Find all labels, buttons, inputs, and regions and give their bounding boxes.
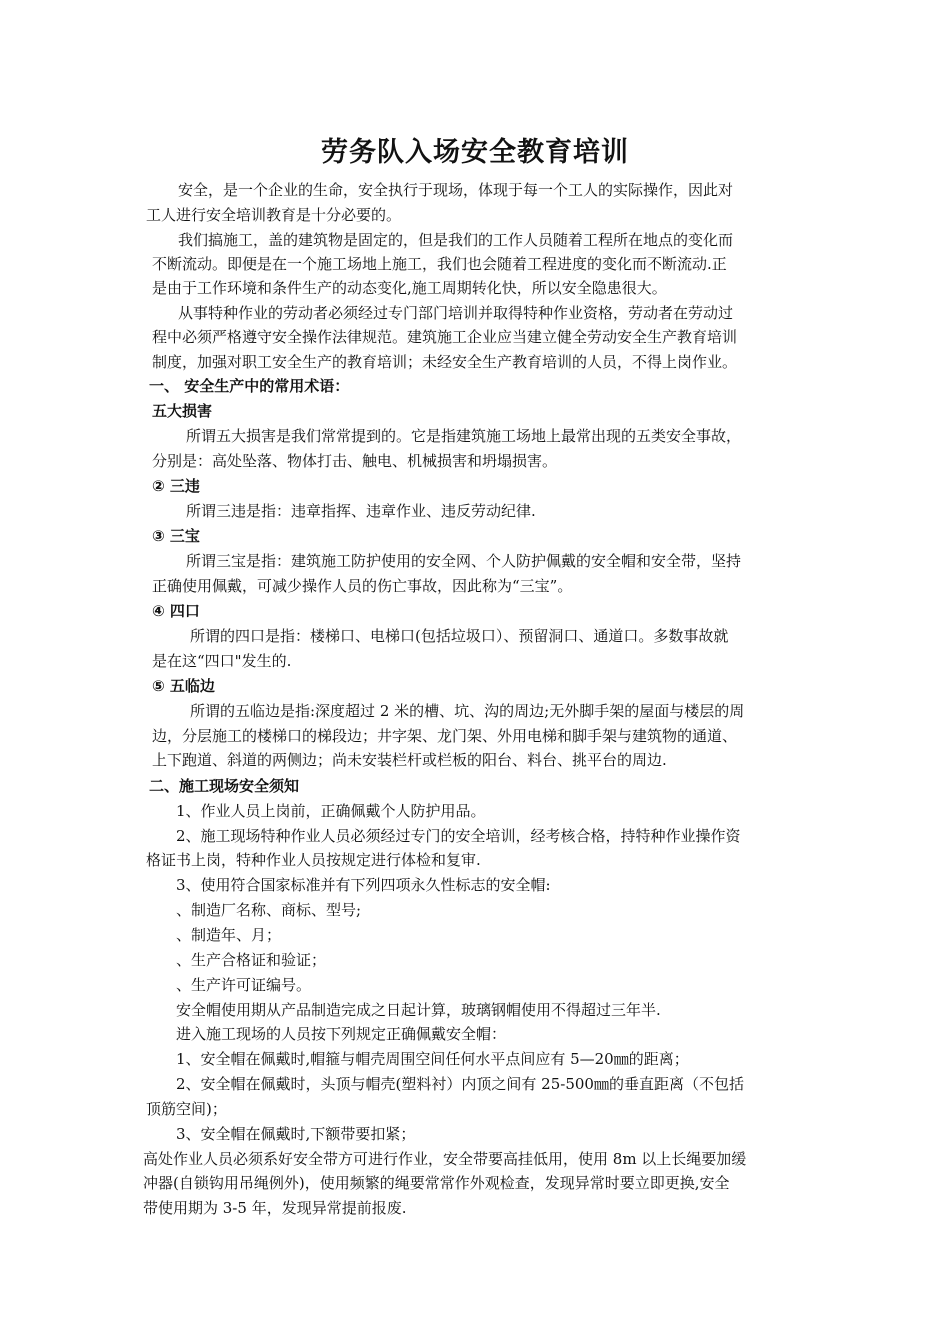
body-line: 冲器(自锁钩用吊绳例外)，使用频繁的绳要常常作外观检查，发现异常时要立即更换,安全 <box>143 1174 730 1192</box>
body-line: 上下跑道、斜道的两侧边；尚未安装栏杆或栏板的阳台、料台、挑平台的周边. <box>152 751 667 769</box>
document-title: 劳务队入场安全教育培训 <box>321 137 629 168</box>
body-line: 不断流动。即便是在一个施工场地上施工，我们也会随着工程进度的变化而不断流动.正 <box>152 255 727 273</box>
body-line: 分别是：高处坠落、物体打击、触电、机械损害和坍塌损害。 <box>152 452 558 470</box>
body-line: 安全帽使用期从产品制造完成之日起计算，玻璃钢帽使用不得超过三年半. <box>176 1001 661 1019</box>
body-line: 高处作业人员必须系好安全带方可进行作业，安全带要高挂低用，使用 8m 以上长绳要加缓 <box>143 1150 747 1168</box>
body-line: 边，分层施工的楼梯口的梯段边；井字架、龙门架、外用电梯和脚手架与建筑物的通道、 <box>152 727 738 745</box>
body-line: 3、安全帽在佩戴时,下额带要扣紧； <box>176 1125 416 1143</box>
body-line: 所谓的四口是指：楼梯口、电梯口(包括垃圾口）、预留洞口、通道口。多数事故就 <box>190 627 729 645</box>
body-line: 1、安全帽在佩戴时,帽箍与帽壳周围空间任何水平点间应有 5—20㎜的距离； <box>176 1050 689 1068</box>
body-line: 、生产许可证编号。 <box>176 976 312 994</box>
body-line: 所谓三宝是指：建筑施工防护使用的安全网、个人防护佩戴的安全帽和安全带，坚持 <box>186 552 742 570</box>
body-line: 安全，是一个企业的生命，安全执行于现场，体现于每一个工人的实际操作，因此对 <box>178 181 734 199</box>
body-line: 、制造厂名称、商标、型号; <box>176 901 362 919</box>
body-line: 工人进行安全培训教育是十分必要的。 <box>146 206 402 224</box>
body-line: 程中必须严格遵守安全操作法律规范。建筑施工企业应当建立健全劳动安全生产教育培训 <box>152 328 738 346</box>
body-line: 我们搞施工，盖的建筑物是固定的，但是我们的工作人员随着工程所在地点的变化而 <box>178 231 734 249</box>
body-line: 带使用期为 3-5 年，发现异常提前报废. <box>143 1199 407 1217</box>
body-line: 1、作业人员上岗前，正确佩戴个人防护用品。 <box>176 802 486 820</box>
body-line: 是在这“四口"发生的. <box>152 652 292 670</box>
subsection-heading: ② 三违 <box>152 477 200 495</box>
subsection-heading: 五大损害 <box>152 402 213 420</box>
body-line: 、制造年、月； <box>176 926 282 944</box>
body-line: 3、使用符合国家标准并有下列四项永久性标志的安全帽: <box>176 876 551 894</box>
body-line: 所谓五大损害是我们常常提到的。它是指建筑施工场地上最常出现的五类安全事故， <box>186 427 742 445</box>
body-line: 所谓三违是指：违章指挥、违章作业、违反劳动纪律. <box>186 502 536 520</box>
body-line: 2、施工现场特种作业人员必须经过专门的安全培训，经考核合格，持特种作业操作资 <box>176 827 741 845</box>
subsection-heading: ⑤ 五临边 <box>152 677 215 695</box>
body-line: 是由于工作环境和条件生产的动态变化,施工周期转化快，所以安全隐患很大。 <box>152 279 667 297</box>
section-heading: 一、 安全生产中的常用术语： <box>149 377 350 395</box>
body-line: 2、安全帽在佩戴时，头顶与帽壳(塑料衬）内顶之间有 25-500㎜的垂直距离（不包括 <box>176 1075 744 1093</box>
body-line: 格证书上岗，特种作业人员按规定进行体检和复审. <box>146 851 481 869</box>
section-heading: 二、施工现场安全须知 <box>149 777 300 795</box>
body-line: 所谓的五临边是指:深度超过 2 米的槽、坑、沟的周边;无外脚手架的屋面与楼层的周 <box>190 702 745 720</box>
body-line: 顶筋空间)； <box>146 1100 227 1118</box>
body-line: 从事特种作业的劳动者必须经过专门部门培训并取得特种作业资格，劳动者在劳动过 <box>178 304 734 322</box>
body-line: 、生产合格证和验证； <box>176 951 327 969</box>
body-line: 进入施工现场的人员按下列规定正确佩戴安全帽： <box>176 1025 507 1043</box>
subsection-heading: ③ 三宝 <box>152 527 200 545</box>
body-line: 制度，加强对职工安全生产的教育培训；未经安全生产教育培训的人员，不得上岗作业。 <box>152 353 738 371</box>
subsection-heading: ④ 四口 <box>152 602 200 620</box>
body-line: 正确使用佩戴，可减少操作人员的伤亡事故，因此称为“三宝”。 <box>152 577 573 595</box>
